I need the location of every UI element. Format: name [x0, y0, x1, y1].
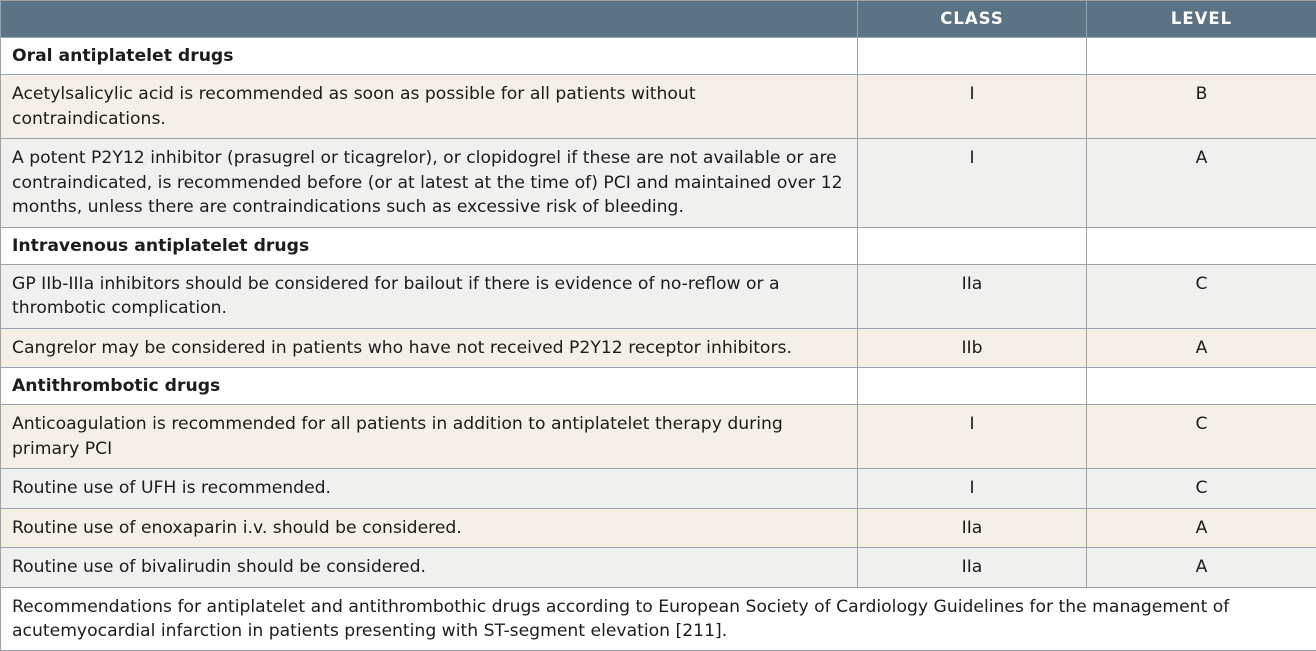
- section-row: [1, 227, 1316, 264]
- table-row: [1, 264, 1316, 328]
- section-title: Antithrombotic drugs: [1, 368, 858, 405]
- recommendation-text: Routine use of UFH is recommended.: [1, 469, 858, 509]
- table-row: [1, 75, 1316, 139]
- header-description: [1, 1, 858, 38]
- class-cell: I: [858, 405, 1087, 469]
- table-row: [1, 548, 1316, 588]
- class-cell: I: [858, 139, 1087, 228]
- level-cell: A: [1087, 328, 1316, 368]
- class-cell: I: [858, 469, 1087, 509]
- table-footnote: Recommendations for antiplatelet and antithrombothic drugs according to European Society of Cardiology Guidelines for the management of acutemyocardial infarction in patients presenting with ST-segment elevation [211].: [1, 587, 1316, 650]
- recommendation-text: Anticoagulation is recommended for all patients in addition to antiplatelet therapy during primary PCI: [1, 405, 858, 469]
- header-level: LEVEL: [1087, 1, 1316, 38]
- class-cell: I: [858, 75, 1087, 139]
- recommendation-text: A potent P2Y12 inhibitor (prasugrel or ticagrelor), or clopidogrel if these are not available or are contraindicated, is recommended before (or at latest at the time of) PCI and maintained over 12 months, unless there are contraindications such as excessive risk of bleeding.: [1, 139, 858, 228]
- recommendation-text: Acetylsalicylic acid is recommended as soon as possible for all patients without contraindications.: [1, 75, 858, 139]
- level-cell: A: [1087, 548, 1316, 588]
- class-cell: IIa: [858, 548, 1087, 588]
- section-title: Oral antiplatelet drugs: [1, 38, 858, 75]
- recommendation-text: Cangrelor may be considered in patients who have not received P2Y12 receptor inhibitors.: [1, 328, 858, 368]
- section-row: [1, 38, 1316, 75]
- recommendation-text: Routine use of bivalirudin should be considered.: [1, 548, 858, 588]
- table-row: [1, 139, 1316, 228]
- class-cell: IIb: [858, 328, 1087, 368]
- header-row: [1, 1, 1316, 38]
- level-cell: C: [1087, 405, 1316, 469]
- table-row: [1, 328, 1316, 368]
- class-cell: IIa: [858, 264, 1087, 328]
- level-cell: C: [1087, 469, 1316, 509]
- level-cell: A: [1087, 508, 1316, 548]
- recommendation-text: Routine use of enoxaparin i.v. should be considered.: [1, 508, 858, 548]
- section-title: Intravenous antiplatelet drugs: [1, 227, 858, 264]
- section-row: [1, 368, 1316, 405]
- table-row: [1, 508, 1316, 548]
- table-row: [1, 405, 1316, 469]
- header-class: CLASS: [858, 1, 1087, 38]
- level-cell: A: [1087, 139, 1316, 228]
- level-cell: C: [1087, 264, 1316, 328]
- table-row: [1, 469, 1316, 509]
- recommendation-text: GP IIb-IIIa inhibitors should be considered for bailout if there is evidence of no-reflow or a thrombotic complication.: [1, 264, 858, 328]
- class-cell: IIa: [858, 508, 1087, 548]
- level-cell: B: [1087, 75, 1316, 139]
